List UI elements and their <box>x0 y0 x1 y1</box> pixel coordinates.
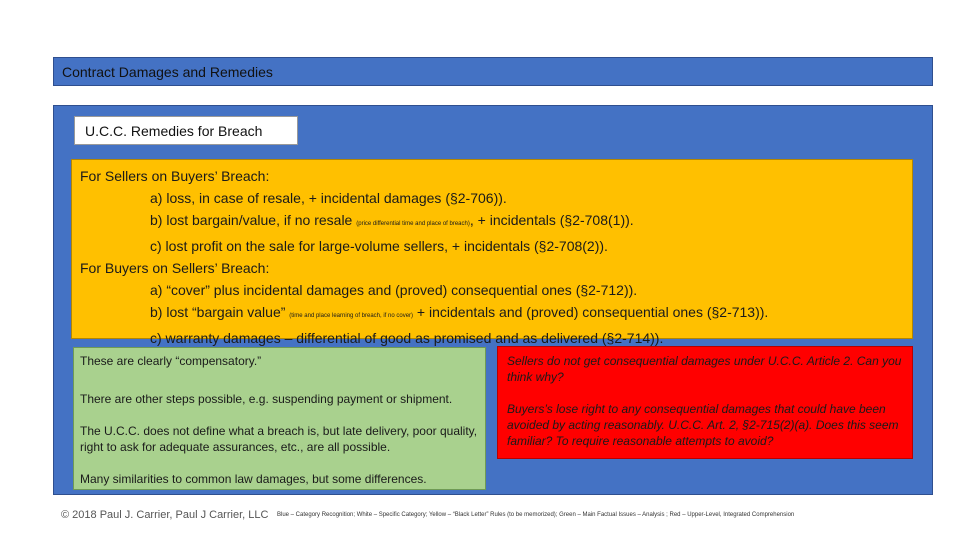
analysis-point-3: The U.C.C. does not define what a breach is, but late delivery, poor quality, right to ask for adequate assurances, etc., are all possible. <box>80 424 478 454</box>
seller-rule-a: a) loss, in case of resale, + incidental damages (§2-706)). <box>150 190 507 206</box>
buyer-rule-b-note: (time and place learning of breach, if no cover) <box>289 313 414 319</box>
comprehension-point-2: Buyers’s lose right to any consequential damages that could have been avoided by acting reasonably. U.C.C. Art. 2, §2-715(2)(a). Does this seem familiar? To require reasonable attempts to avoid? <box>507 402 899 448</box>
buyer-rule-b-main: b) lost “bargain value” <box>150 304 286 320</box>
seller-rule-b-note: (price differential time and place of breach) <box>356 221 470 227</box>
content-panel <box>53 105 933 495</box>
section-header <box>53 57 933 86</box>
subtitle-text: U.C.C. Remedies for Breach <box>85 123 263 139</box>
seller-rule-b-tail: , + incidentals (§2-708(1)). <box>469 212 634 228</box>
buyer-rule-b-tail: + incidentals and (proved) consequential ones (§2-713)). <box>416 304 769 320</box>
subtitle-box <box>74 116 298 145</box>
comprehension-point-1: Sellers do not get consequential damages under U.C.C. Article 2. Can you think why? <box>507 354 902 384</box>
analysis-point-2: There are other steps possible, e.g. suspending payment or shipment. <box>80 392 453 406</box>
buyer-rule-a: a) “cover” plus incidental damages and (proved) consequential ones (§2-712)). <box>150 282 638 298</box>
header-title: Contract Damages and Remedies <box>62 64 273 80</box>
sellers-heading: For Sellers on Buyers’ Breach: <box>80 168 270 184</box>
color-legend-footer: Blue – Category Recognition; White – Specific Category; Yellow – “Black Letter” Rules (to be memorized); Green – Main Factual Issues – Analysis ; Red – Upper-Level, Integrated Comprehension <box>277 512 795 518</box>
black-letter-rules-box <box>71 159 913 346</box>
copyright-footer: © 2018 Paul J. Carrier, Paul J Carrier, LLC <box>61 509 269 521</box>
buyers-heading: For Buyers on Sellers’ Breach: <box>80 260 270 276</box>
comprehension-box <box>497 346 913 459</box>
analysis-point-4: Many similarities to common law damages, but some differences. <box>80 472 427 486</box>
buyer-rule-b <box>80 301 912 327</box>
analysis-point-1: These are clearly “compensatory.” <box>80 354 262 368</box>
analysis-box <box>73 347 486 490</box>
seller-rule-c: c) lost profit on the sale for large-volume sellers, + incidentals (§2-708(2)). <box>150 238 608 254</box>
seller-rule-b <box>80 209 912 235</box>
seller-rule-b-main: b) lost bargain/value, if no resale <box>150 212 353 228</box>
buyer-rule-c: c) warranty damages – differential of good as promised and as delivered (§2-714)). <box>150 330 664 346</box>
